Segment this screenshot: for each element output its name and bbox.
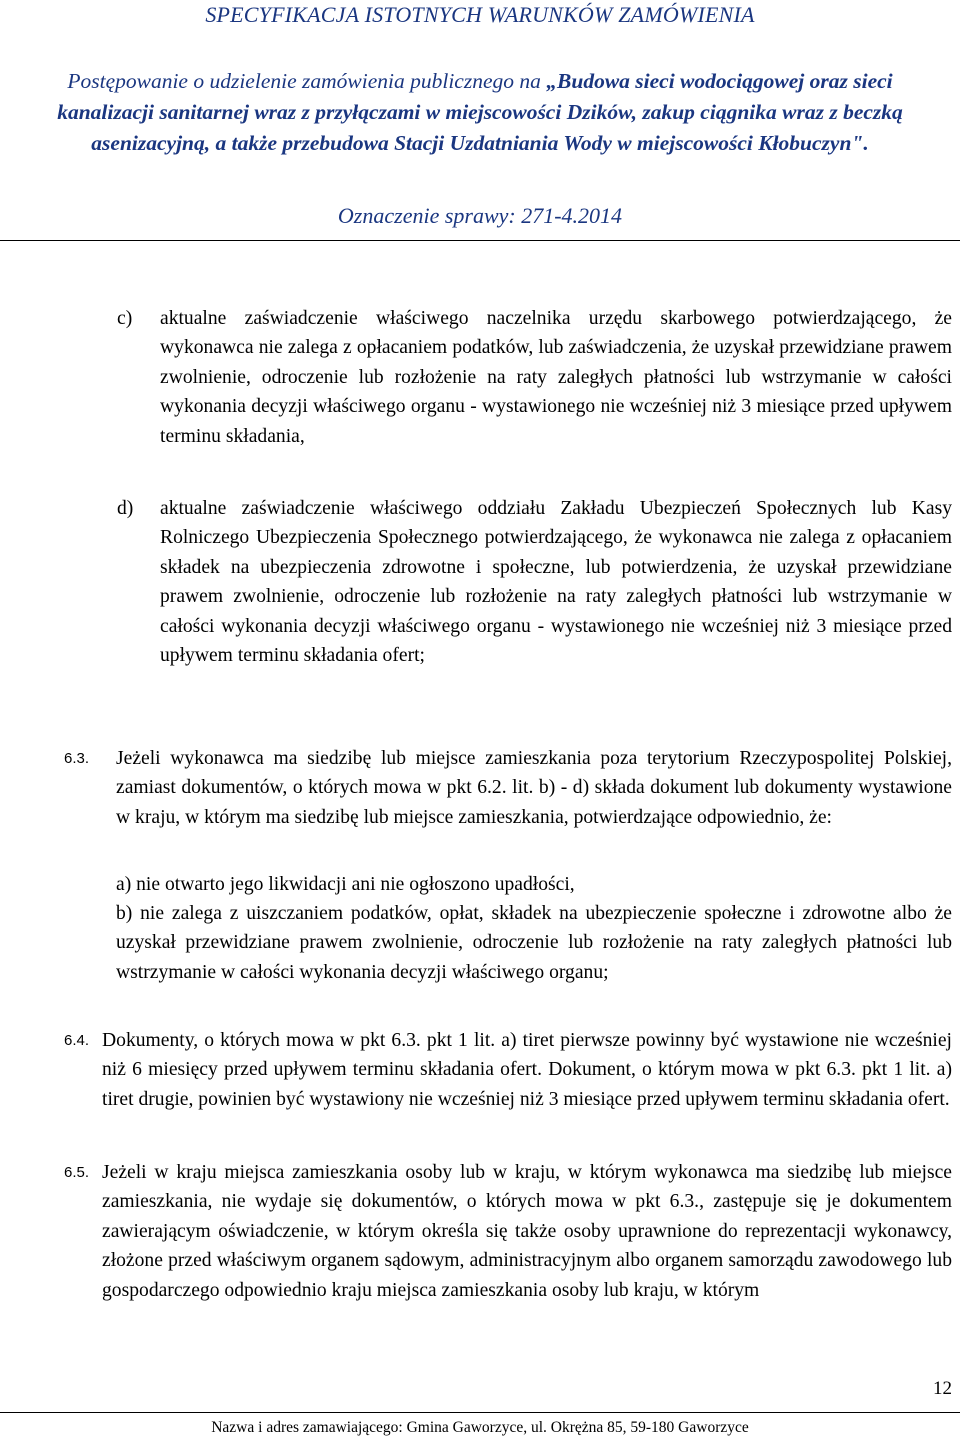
- procedure-prefix: Postępowanie o udzielenie zamówienia publicznego na: [67, 69, 547, 93]
- section-6-5-text: Jeżeli w kraju miejsca zamieszkania osoby lub w kraju, w którym wykonawca ma siedzibę lub miejsce zamieszkania, nie wydaje się dokumentów, o których mowa w pkt 6.3., zastępuje się je dokumentem zawierającym oświadczenie, w którym określa się także osoby uprawnione do reprezentacji wykonawcy, złożone przed właściwym organem sądowym, administracyjnym albo organem samorządu zawodowego lub gospodarczego odpowiednio kraju miejsca zamieszkania osoby lub kraju, w którym: [102, 1162, 952, 1301]
- section-6-4-number: 6.4.: [64, 1032, 90, 1049]
- section-6-3-sub-a: a) nie otwarto jego likwidacji ani nie ogłoszono upadłości,: [116, 874, 575, 895]
- section-6-3-sub-b: b) nie zalega z uiszczaniem podatków, opłat, składek na ubezpieczenie społeczne i zdrowotne albo że uzyskał przewidziane prawem zwolnienie, odroczenie lub rozłożenie na raty zaległych płatności lub wstrzymanie w całości wykonania decyzji właściwego organu;: [116, 903, 952, 983]
- item-c-text: aktualne zaświadczenie właściwego naczelnika urzędu skarbowego potwierdzającego, że wykonawca nie zalega z opłacaniem podatków, lub zaświadczenia, że uzyskał przewidziane prawem zwolnienie, odroczenie lub rozłożenie na raty zaległych płatności lub wstrzymanie w całości wykonania decyzji właściwego organu - wystawionego nie wcześniej niż 3 miesiące przed upływem terminu składania,: [160, 308, 952, 447]
- header-divider: [0, 240, 960, 241]
- item-d-text: aktualne zaświadczenie właściwego oddziału Zakładu Ubezpieczeń Społecznych lub Kasy Rolniczego Ubezpieczenia Społecznego potwierdzającego, że wykonawca nie zalega z opłacaniem składek na ubezpieczenia zdrowotne i społeczne, lub potwierdzenia, że uzyskał przewidziane prawem zwolnienie, odroczenie lub rozłożenie na raty zaległych płatności lub wstrzymanie w całości wykonania decyzji właściwego organu - wystawionego nie wcześniej niż 3 miesiące przed upływem terminu składania ofert;: [160, 498, 952, 667]
- procedure-name: „Budowa sieci wodociągowej oraz sieci kanalizacji sanitarnej wraz z przyłączami w miejscowości Dzików, zakup ciągnika wraz z beczką asenizacyjną, a także przebudowa Stacji Uzdatniania Wody w miejscowości Kłobuczyn".: [57, 69, 903, 155]
- section-6-4-text: Dokumenty, o których mowa w pkt 6.3. pkt 1 lit. a) tiret pierwsze powinny być wystawione nie wcześniej niż 6 miesięcy przed upływem terminu składania ofert. Dokument, o którym mowa w pkt 6.3. pkt 1 lit. a) tiret drugie, powinien być wystawiony nie wcześniej niż 3 miesiące przed upływem terminu składania ofert.: [102, 1030, 952, 1110]
- footer-divider: [0, 1412, 960, 1413]
- item-d-label: d): [117, 498, 134, 519]
- page-footer: Nazwa i adres zamawiającego: Gmina Gaworzyce, ul. Okrężna 85, 59-180 Gaworzyce: [211, 1419, 749, 1436]
- case-number: Oznaczenie sprawy: 271-4.2014: [337, 203, 623, 228]
- document-title: SPECYFIKACJA ISTOTNYCH WARUNKÓW ZAMÓWIENIA: [205, 2, 755, 27]
- section-6-3-text: Jeżeli wykonawca ma siedzibę lub miejsce zamieszkania poza terytorium Rzeczypospolitej Polskiej, zamiast dokumentów, o których mowa w pkt 6.2. lit. b) - d) składa dokument lub dokumenty wystawione w kraju, w którym ma siedzibę lub miejsce zamieszkania, potwierdzające odpowiednio, że:: [116, 748, 952, 828]
- item-c-label: c): [117, 308, 133, 329]
- procedure-description: [18, 66, 942, 159]
- section-6-3-number: 6.3.: [64, 750, 90, 767]
- section-6-5-number: 6.5.: [64, 1164, 90, 1181]
- page-number: 12: [933, 1378, 952, 1399]
